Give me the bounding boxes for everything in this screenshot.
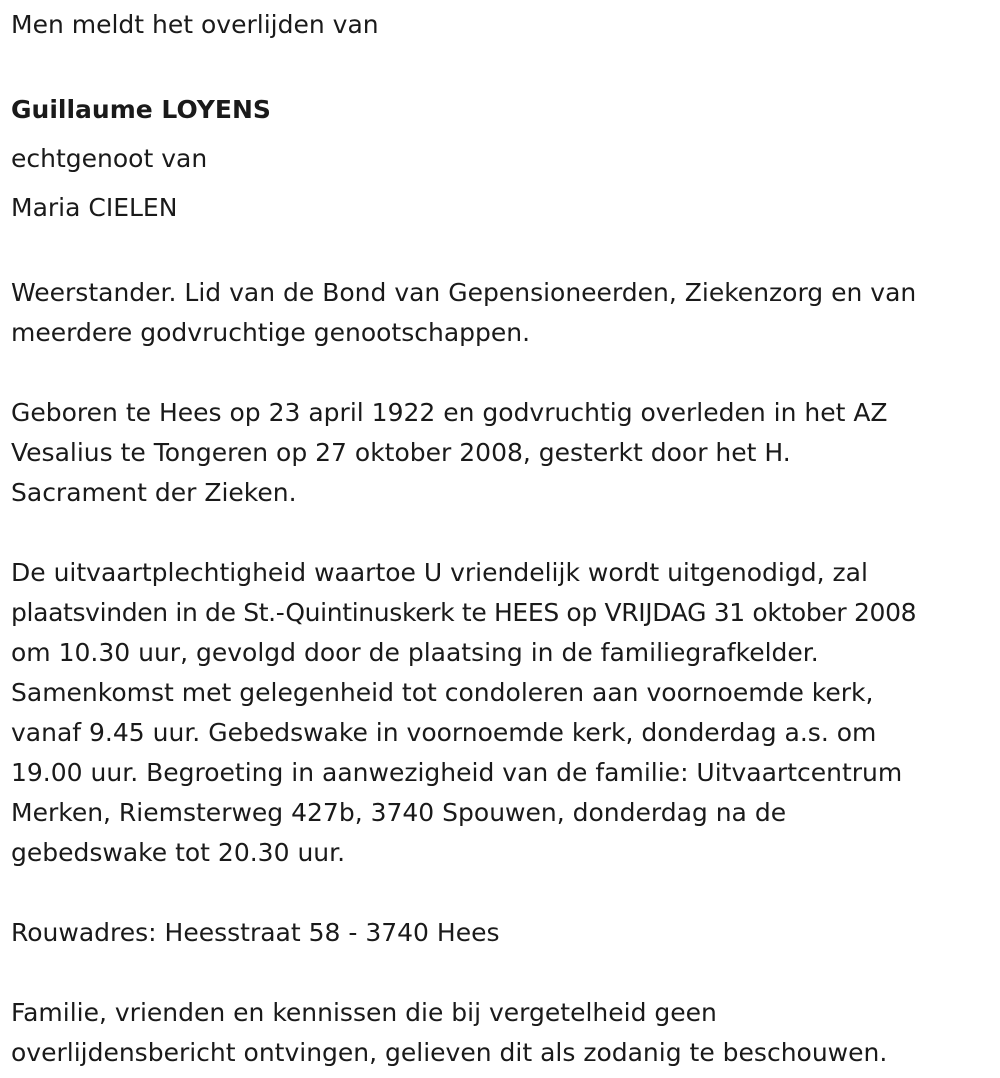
obituary-notice — [11, 0, 996, 1073]
funeral-line: plaatsvinden in de St.-Quintinuskerk te HEES op VRIJDAG 31 oktober 2008 — [11, 598, 917, 627]
affiliations-line: meerdere godvruchtige genootschappen. — [11, 318, 531, 347]
closing-line: Familie, vrienden en kennissen die bij vergetelheid geen — [11, 998, 717, 1027]
affiliations-paragraph — [11, 273, 996, 353]
birth-death-line: Geboren te Hees op 23 april 1922 en godvruchtig overleden in het AZ — [11, 398, 888, 427]
affiliations-line: Weerstander. Lid van de Bond van Gepensioneerden, Ziekenzorg en van — [11, 278, 917, 307]
birth-death-line: Sacrament der Zieken. — [11, 478, 297, 507]
funeral-line: Samenkomst met gelegenheid tot condoleren aan voornoemde kerk, — [11, 678, 874, 707]
birth-death-line: Vesalius te Tongeren op 27 oktober 2008, gesterkt door het H. — [11, 438, 791, 467]
deceased-name: Guillaume LOYENS — [11, 95, 271, 124]
funeral-paragraph — [11, 553, 996, 873]
funeral-line: gebedswake tot 20.30 uur. — [11, 838, 346, 867]
funeral-line: Merken, Riemsterweg 427b, 3740 Spouwen, donderdag na de — [11, 798, 787, 827]
closing-paragraph — [11, 993, 996, 1073]
mourning-address: Rouwadres: Heesstraat 58 - 3740 Hees — [11, 918, 500, 947]
funeral-line: 19.00 uur. Begroeting in aanwezigheid van de familie: Uitvaartcentrum — [11, 758, 903, 787]
intro-text: Men meldt het overlijden van — [11, 10, 379, 39]
funeral-line: om 10.30 uur, gevolgd door de plaatsing in de familiegrafkelder. — [11, 638, 819, 667]
funeral-line: De uitvaartplechtigheid waartoe U vriendelijk wordt uitgenodigd, zal — [11, 558, 868, 587]
closing-line: overlijdensbericht ontvingen, gelieven dit als zodanig te beschouwen. — [11, 1038, 888, 1067]
mourning-address-paragraph — [11, 913, 996, 953]
funeral-line: vanaf 9.45 uur. Gebedswake in voornoemde kerk, donderdag a.s. om — [11, 718, 877, 747]
spouse-name: Maria CIELEN — [11, 193, 178, 222]
birth-death-paragraph — [11, 393, 996, 513]
relation-text: echtgenoot van — [11, 144, 208, 173]
